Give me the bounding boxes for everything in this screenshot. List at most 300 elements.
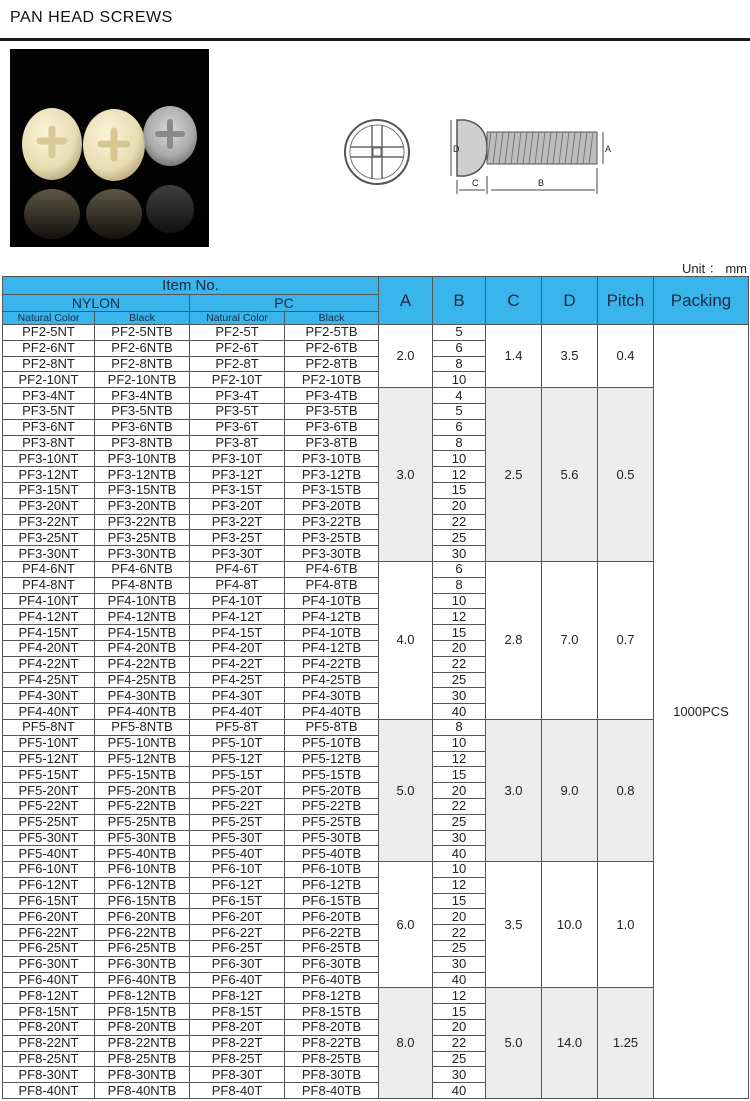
cell-pc-black: PF4-10TB [285,593,379,609]
cell-nylon-black: PF5-40NTB [95,846,190,862]
cell-nylon-black: PF3-10NTB [95,451,190,467]
cell-pc-black: PF6-22TB [285,925,379,941]
cell-nylon-natural: PF6-12NT [3,877,95,893]
cell-pc-black: PF4-40TB [285,704,379,720]
cell-pc-natural: PF4-8T [190,577,285,593]
cell-nylon-natural: PF4-12NT [3,609,95,625]
cell-nylon-black: PF5-8NTB [95,719,190,735]
table-body [3,325,749,1099]
cell-pc-natural: PF5-15T [190,767,285,783]
cell-pc-natural: PF6-20T [190,909,285,925]
cell-pc-black: PF8-25TB [285,1051,379,1067]
cell-b: 30 [433,1067,486,1083]
cell-pc-black: PF4-30TB [285,688,379,704]
cell-nylon-natural: PF4-22NT [3,656,95,672]
table-row [3,388,749,404]
cell-d: 5.6 [542,388,598,562]
header-nylon: NYLON [3,295,190,312]
cell-pc-natural: PF3-25T [190,530,285,546]
cell-pc-natural: PF3-20T [190,498,285,514]
cell-nylon-natural: PF3-25NT [3,530,95,546]
cell-nylon-natural: PF4-30NT [3,688,95,704]
table-row [3,988,749,1004]
cell-pc-natural: PF4-30T [190,688,285,704]
cell-a: 6.0 [379,862,433,988]
cell-pc-natural: PF8-15T [190,1004,285,1020]
cell-nylon-black: PF6-22NTB [95,925,190,941]
screw-dimension-drawing [335,110,625,200]
header-pc: PC [190,295,379,312]
cell-nylon-black: PF4-6NTB [95,561,190,577]
cell-nylon-natural: PF8-20NT [3,1020,95,1036]
cell-nylon-black: PF5-15NTB [95,767,190,783]
cell-c: 2.8 [486,561,542,719]
cell-b: 6 [433,419,486,435]
drawing-label-a: A [605,144,612,154]
cell-pc-natural: PF4-22T [190,656,285,672]
cell-b: 22 [433,798,486,814]
table-row [3,862,749,878]
cell-pc-natural: PF2-10T [190,372,285,388]
cell-nylon-black: PF3-25NTB [95,530,190,546]
cell-nylon-natural: PF8-40NT [3,1083,95,1099]
cell-nylon-black: PF3-15NTB [95,482,190,498]
cell-nylon-natural: PF3-5NT [3,403,95,419]
cell-b: 5 [433,325,486,341]
cell-pc-black: PF3-5TB [285,403,379,419]
cell-pc-black: PF5-15TB [285,767,379,783]
cell-b: 25 [433,941,486,957]
cell-nylon-natural: PF3-4NT [3,388,95,404]
cell-pc-natural: PF2-5T [190,325,285,341]
cell-pc-black: PF8-12TB [285,988,379,1004]
cell-pc-black: PF6-40TB [285,972,379,988]
cell-nylon-natural: PF3-15NT [3,482,95,498]
cell-pc-natural: PF3-15T [190,482,285,498]
cell-a: 3.0 [379,388,433,562]
cell-nylon-black: PF6-25NTB [95,941,190,957]
cell-pc-black: PF6-10TB [285,862,379,878]
page-title: PAN HEAD SCREWS [10,9,173,26]
cell-packing: 1000PCS [654,325,749,1099]
cell-pc-natural: PF6-30T [190,956,285,972]
cell-pc-black: PF5-10TB [285,735,379,751]
cell-nylon-natural: PF8-30NT [3,1067,95,1083]
cell-pc-black: PF8-40TB [285,1083,379,1099]
cell-nylon-natural: PF4-10NT [3,593,95,609]
header-b: B [433,277,486,325]
cell-pc-natural: PF5-30T [190,830,285,846]
cell-nylon-natural: PF3-10NT [3,451,95,467]
product-photo [10,49,209,247]
cell-pc-natural: PF4-6T [190,561,285,577]
cell-nylon-natural: PF5-12NT [3,751,95,767]
cell-b: 15 [433,625,486,641]
table-row [3,561,749,577]
cell-nylon-black: PF3-20NTB [95,498,190,514]
cell-a: 5.0 [379,719,433,861]
cell-nylon-black: PF5-10NTB [95,735,190,751]
cell-pc-natural: PF2-6T [190,340,285,356]
screw-photo-illustration [10,49,209,247]
cell-pc-black: PF6-20TB [285,909,379,925]
cell-nylon-natural: PF4-20NT [3,640,95,656]
cell-pc-black: PF4-22TB [285,656,379,672]
cell-nylon-black: PF3-30NTB [95,546,190,562]
drawing-label-c: C [472,178,479,188]
cell-pc-natural: PF8-20T [190,1020,285,1036]
cell-b: 20 [433,1020,486,1036]
cell-nylon-natural: PF6-15NT [3,893,95,909]
cell-b: 12 [433,988,486,1004]
cell-pc-natural: PF3-30T [190,546,285,562]
cell-nylon-black: PF4-15NTB [95,625,190,641]
cell-b: 30 [433,546,486,562]
cell-nylon-black: PF5-30NTB [95,830,190,846]
cell-a: 4.0 [379,561,433,719]
cell-nylon-natural: PF4-8NT [3,577,95,593]
cell-nylon-natural: PF2-8NT [3,356,95,372]
cell-d: 3.5 [542,325,598,388]
cell-c: 2.5 [486,388,542,562]
cell-pc-natural: PF3-22T [190,514,285,530]
cell-pc-natural: PF2-8T [190,356,285,372]
cell-pc-black: PF2-6TB [285,340,379,356]
cell-b: 22 [433,656,486,672]
header-nylon-black: Black [95,312,190,325]
cell-pc-black: PF2-10TB [285,372,379,388]
cell-nylon-black: PF8-40NTB [95,1083,190,1099]
cell-nylon-black: PF4-8NTB [95,577,190,593]
cell-nylon-natural: PF2-5NT [3,325,95,341]
cell-pc-natural: PF6-25T [190,941,285,957]
cell-b: 8 [433,356,486,372]
cell-nylon-natural: PF5-25NT [3,814,95,830]
cell-b: 15 [433,893,486,909]
cell-pc-black: PF3-20TB [285,498,379,514]
cell-pc-black: PF6-12TB [285,877,379,893]
cell-pc-black: PF3-25TB [285,530,379,546]
cell-pc-black: PF3-12TB [285,467,379,483]
unit-label: Unit ： mm [681,261,747,276]
cell-b: 5 [433,403,486,419]
cell-pc-black: PF8-15TB [285,1004,379,1020]
cell-nylon-black: PF6-15NTB [95,893,190,909]
cell-pc-black: PF8-22TB [285,1035,379,1051]
table-row [3,325,749,341]
cell-c: 5.0 [486,988,542,1099]
cell-nylon-black: PF5-12NTB [95,751,190,767]
cell-b: 40 [433,972,486,988]
cell-b: 40 [433,704,486,720]
cell-nylon-natural: PF5-10NT [3,735,95,751]
cell-nylon-natural: PF4-15NT [3,625,95,641]
cell-b: 8 [433,719,486,735]
cell-b: 20 [433,498,486,514]
cell-nylon-black: PF3-12NTB [95,467,190,483]
cell-nylon-black: PF8-12NTB [95,988,190,1004]
cell-pc-natural: PF8-25T [190,1051,285,1067]
cell-d: 9.0 [542,719,598,861]
cell-pc-black: PF8-20TB [285,1020,379,1036]
cell-pc-black: PF3-15TB [285,482,379,498]
cell-pc-black: PF5-40TB [285,846,379,862]
cell-pc-natural: PF4-40T [190,704,285,720]
cell-nylon-black: PF5-22NTB [95,798,190,814]
cell-b: 10 [433,735,486,751]
cell-b: 20 [433,909,486,925]
cell-pc-natural: PF4-10T [190,593,285,609]
cell-pc-black: PF3-4TB [285,388,379,404]
cell-pc-natural: PF5-12T [190,751,285,767]
cell-pc-natural: PF8-30T [190,1067,285,1083]
cell-nylon-natural: PF6-20NT [3,909,95,925]
cell-a: 2.0 [379,325,433,388]
cell-nylon-natural: PF2-10NT [3,372,95,388]
cell-c: 3.0 [486,719,542,861]
cell-nylon-black: PF6-20NTB [95,909,190,925]
cell-pc-black: PF6-15TB [285,893,379,909]
cell-pc-black: PF4-8TB [285,577,379,593]
cell-nylon-natural: PF6-40NT [3,972,95,988]
cell-pc-black: PF6-30TB [285,956,379,972]
cell-nylon-natural: PF8-25NT [3,1051,95,1067]
cell-pc-natural: PF5-8T [190,719,285,735]
cell-nylon-natural: PF3-8NT [3,435,95,451]
cell-pc-black: PF5-8TB [285,719,379,735]
cell-nylon-black: PF8-15NTB [95,1004,190,1020]
cell-b: 25 [433,1051,486,1067]
cell-pc-black: PF5-20TB [285,783,379,799]
cell-pc-natural: PF5-25T [190,814,285,830]
cell-pc-natural: PF8-22T [190,1035,285,1051]
header-d: D [542,277,598,325]
cell-pc-natural: PF5-10T [190,735,285,751]
cell-nylon-natural: PF5-20NT [3,783,95,799]
title-divider [0,38,750,41]
cell-nylon-natural: PF3-6NT [3,419,95,435]
cell-nylon-natural: PF5-40NT [3,846,95,862]
cell-b: 6 [433,340,486,356]
cell-nylon-black: PF5-20NTB [95,783,190,799]
cell-pc-black: PF3-22TB [285,514,379,530]
cell-nylon-natural: PF5-8NT [3,719,95,735]
cell-nylon-black: PF3-6NTB [95,419,190,435]
cell-nylon-black: PF3-22NTB [95,514,190,530]
cell-nylon-natural: PF6-30NT [3,956,95,972]
cell-nylon-black: PF4-25NTB [95,672,190,688]
header-pc-black: Black [285,312,379,325]
cell-b: 20 [433,783,486,799]
cell-nylon-natural: PF6-22NT [3,925,95,941]
cell-pitch: 1.0 [598,862,654,988]
cell-b: 12 [433,751,486,767]
cell-nylon-black: PF4-22NTB [95,656,190,672]
cell-b: 22 [433,1035,486,1051]
cell-nylon-natural: PF3-30NT [3,546,95,562]
cell-nylon-natural: PF3-12NT [3,467,95,483]
cell-pitch: 0.4 [598,325,654,388]
cell-nylon-black: PF2-5NTB [95,325,190,341]
cell-nylon-black: PF6-12NTB [95,877,190,893]
cell-pc-black: PF5-12TB [285,751,379,767]
cell-b: 12 [433,609,486,625]
cell-pc-natural: PF4-15T [190,625,285,641]
drawing-label-d: D [453,144,460,154]
cell-nylon-natural: PF6-10NT [3,862,95,878]
cell-pc-natural: PF6-12T [190,877,285,893]
cell-pc-natural: PF6-40T [190,972,285,988]
cell-pc-black: PF6-25TB [285,941,379,957]
cell-nylon-natural: PF8-22NT [3,1035,95,1051]
cell-b: 4 [433,388,486,404]
cell-nylon-natural: PF3-22NT [3,514,95,530]
cell-pitch: 1.25 [598,988,654,1099]
header-a: A [379,277,433,325]
cell-b: 25 [433,530,486,546]
cell-b: 10 [433,372,486,388]
cell-nylon-natural: PF6-25NT [3,941,95,957]
cell-nylon-natural: PF4-25NT [3,672,95,688]
cell-pc-natural: PF8-40T [190,1083,285,1099]
cell-d: 14.0 [542,988,598,1099]
cell-b: 12 [433,467,486,483]
cell-pc-black: PF3-6TB [285,419,379,435]
cell-pc-black: PF2-8TB [285,356,379,372]
cell-pc-black: PF2-5TB [285,325,379,341]
table-header [3,277,749,325]
cell-nylon-natural: PF5-30NT [3,830,95,846]
cell-b: 8 [433,577,486,593]
header-item-no: Item No. [3,277,379,295]
cell-nylon-black: PF8-30NTB [95,1067,190,1083]
cell-b: 22 [433,514,486,530]
cell-pitch: 0.8 [598,719,654,861]
cell-nylon-black: PF2-6NTB [95,340,190,356]
cell-pc-black: PF3-10TB [285,451,379,467]
cell-pc-natural: PF3-10T [190,451,285,467]
cell-pc-black: PF8-30TB [285,1067,379,1083]
cell-pc-natural: PF3-5T [190,403,285,419]
cell-b: 10 [433,593,486,609]
cell-a: 8.0 [379,988,433,1099]
cell-nylon-black: PF8-25NTB [95,1051,190,1067]
cell-b: 25 [433,672,486,688]
cell-b: 12 [433,877,486,893]
cell-pc-natural: PF4-12T [190,609,285,625]
cell-b: 25 [433,814,486,830]
cell-pc-natural: PF3-6T [190,419,285,435]
cell-pc-black: PF4-10TB [285,625,379,641]
cell-pc-black: PF5-22TB [285,798,379,814]
cell-nylon-natural: PF2-6NT [3,340,95,356]
cell-b: 30 [433,830,486,846]
cell-nylon-black: PF2-10NTB [95,372,190,388]
cell-nylon-natural: PF8-15NT [3,1004,95,1020]
cell-pc-natural: PF3-12T [190,467,285,483]
drawing-label-b: B [538,178,545,188]
header-nylon-natural: Natural Color [3,312,95,325]
cell-b: 10 [433,862,486,878]
cell-nylon-black: PF8-22NTB [95,1035,190,1051]
cell-d: 7.0 [542,561,598,719]
cell-nylon-natural: PF4-6NT [3,561,95,577]
cell-b: 15 [433,1004,486,1020]
cell-nylon-black: PF4-10NTB [95,593,190,609]
spec-table [2,276,749,1099]
cell-pc-natural: PF6-15T [190,893,285,909]
cell-nylon-black: PF2-8NTB [95,356,190,372]
cell-pc-black: PF4-12TB [285,609,379,625]
cell-pc-natural: PF5-22T [190,798,285,814]
header-c: C [486,277,542,325]
cell-nylon-black: PF4-12NTB [95,609,190,625]
cell-pitch: 0.7 [598,561,654,719]
table-row [3,719,749,735]
cell-nylon-black: PF4-30NTB [95,688,190,704]
cell-pc-natural: PF5-20T [190,783,285,799]
cell-pc-black: PF4-6TB [285,561,379,577]
cell-nylon-black: PF4-40NTB [95,704,190,720]
cell-b: 20 [433,640,486,656]
cell-nylon-natural: PF3-20NT [3,498,95,514]
cell-nylon-black: PF8-20NTB [95,1020,190,1036]
header-packing: Packing [654,277,749,325]
dimension-diagram [335,110,625,200]
cell-b: 30 [433,688,486,704]
cell-nylon-natural: PF4-40NT [3,704,95,720]
cell-pc-black: PF5-25TB [285,814,379,830]
cell-b: 15 [433,482,486,498]
cell-nylon-black: PF6-40NTB [95,972,190,988]
cell-pc-black: PF3-8TB [285,435,379,451]
cell-pc-black: PF5-30TB [285,830,379,846]
cell-pc-natural: PF3-8T [190,435,285,451]
cell-b: 8 [433,435,486,451]
cell-b: 22 [433,925,486,941]
cell-pc-natural: PF6-22T [190,925,285,941]
cell-b: 40 [433,846,486,862]
cell-nylon-black: PF3-4NTB [95,388,190,404]
cell-pc-natural: PF8-12T [190,988,285,1004]
cell-nylon-black: PF3-5NTB [95,403,190,419]
cell-nylon-black: PF4-20NTB [95,640,190,656]
cell-b: 6 [433,561,486,577]
cell-nylon-natural: PF8-12NT [3,988,95,1004]
cell-nylon-black: PF6-10NTB [95,862,190,878]
cell-pc-natural: PF3-4T [190,388,285,404]
cell-pc-black: PF4-12TB [285,640,379,656]
cell-nylon-black: PF6-30NTB [95,956,190,972]
cell-b: 10 [433,451,486,467]
cell-pc-natural: PF6-10T [190,862,285,878]
cell-nylon-natural: PF5-15NT [3,767,95,783]
header-pitch: Pitch [598,277,654,325]
cell-pc-natural: PF5-40T [190,846,285,862]
cell-pc-natural: PF4-25T [190,672,285,688]
cell-nylon-black: PF5-25NTB [95,814,190,830]
cell-c: 3.5 [486,862,542,988]
cell-pitch: 0.5 [598,388,654,562]
header-pc-natural: Natural Color [190,312,285,325]
cell-pc-black: PF4-25TB [285,672,379,688]
cell-c: 1.4 [486,325,542,388]
cell-nylon-black: PF3-8NTB [95,435,190,451]
cell-nylon-natural: PF5-22NT [3,798,95,814]
cell-b: 40 [433,1083,486,1099]
cell-b: 15 [433,767,486,783]
cell-pc-black: PF3-30TB [285,546,379,562]
